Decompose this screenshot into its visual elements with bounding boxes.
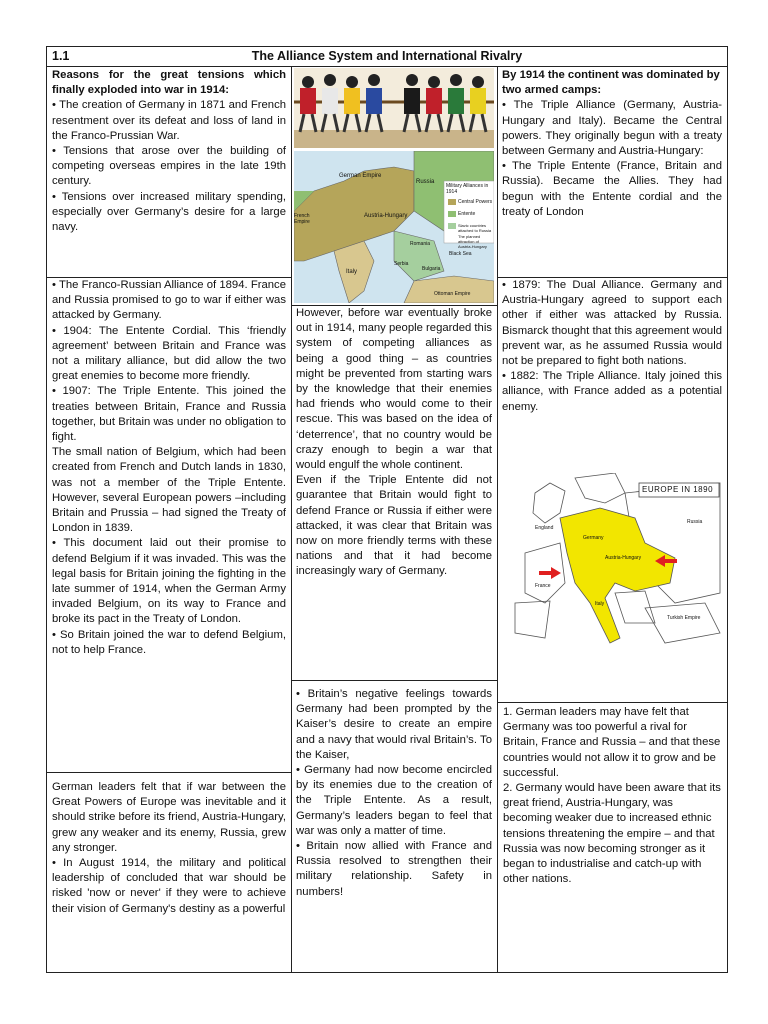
german-motives-cell bbox=[503, 705, 723, 972]
map-legend-item: Entente bbox=[458, 211, 476, 217]
entente-paragraph: • The Franco-Russian Alliance of 1894. France and Russia promised to go to war if either was attacked by Germany. bbox=[52, 279, 286, 322]
map-label: Austria-Hungary bbox=[605, 555, 642, 561]
britain-germany-cell bbox=[296, 687, 492, 972]
map-legend-title: Military Alliances in 1914 bbox=[446, 183, 489, 195]
reason-item: • Tensions over increased military spending, especially over Germany’s desire for a large navy. bbox=[52, 190, 286, 234]
german-leaders-paragraph: • In August 1914, the military and political leadership of concluded that war should be risked 'now or never' if they were to achieve their vision of Germany's destiny as a powerful bbox=[52, 857, 286, 915]
column-divider-left bbox=[291, 67, 292, 973]
belgium-paragraph: • This document laid out their promise to defend Belgium if it was invaded. This was the legal basis for Britain joining the fighting in the late summer of 1914, when the German Army invaded Belgium, on its way to France and broke its pact in the Treaty of London. bbox=[52, 537, 286, 626]
reasons-for-tension-cell bbox=[52, 68, 286, 276]
map-label: Germany bbox=[583, 535, 604, 541]
tug-of-war-cartoon bbox=[294, 68, 494, 148]
row-divider-left-2 bbox=[47, 772, 291, 773]
alliances-1914-map bbox=[294, 151, 494, 303]
britain-germany-paragraph: • Britain’s negative feelings towards Germany had been prompted by the Kaiser’s desire to create an empire and a navy that would rival Britain’s. To the Kaiser, bbox=[296, 688, 492, 761]
map-label: Black Sea bbox=[449, 251, 472, 257]
german-motives-paragraph: 1. German leaders may have felt that Germany was too powerful a rival for Britain, France and Russia – and that these countries would not allow it to grow and be successful. bbox=[503, 706, 721, 779]
belgium-paragraph: The small nation of Belgium, which had been created from French and Dutch lands in 1830, was not a member of the Triple Entente. However, several European powers –including Britain and Prussia – had signed the Treaty of London in 1839. bbox=[52, 446, 286, 535]
deterrence-paragraph: Even if the Triple Entente did not guarantee that Britain would fight to defend France or Russia if either were attacked, it was clear that Britain was now on more friendly terms with these nations and that it had become increasingly wary of Germany. bbox=[296, 474, 492, 578]
map-label: Turkish Empire bbox=[667, 615, 701, 621]
map-label: Italy bbox=[346, 269, 358, 275]
map-legend-item: The planned attraction of Austria-Hungary bbox=[458, 234, 487, 249]
section-number: 1.1 bbox=[52, 49, 70, 63]
map-label: France bbox=[535, 583, 551, 589]
entente-history-cell bbox=[52, 278, 286, 771]
map-label: Serbia bbox=[394, 261, 409, 267]
reason-item: • The creation of Germany in 1871 and French resentment over its defeat and loss of land in the Franco-Prussian War. bbox=[52, 99, 286, 142]
reasons-heading: Reasons for the great tensions which finally exploded into war in 1914: bbox=[52, 69, 286, 97]
britain-germany-paragraph: • Britain now allied with France and Russia resolved to strengthen their military relationship. Safety in numbers! bbox=[296, 840, 492, 898]
entente-paragraph: • 1907: The Triple Entente. This joined the treaties between Britain, France and Russia together, but Britain was under no obligation to fight. bbox=[52, 385, 286, 444]
dual-alliance-paragraph: • 1879: The Dual Alliance. Germany and Austria-Hungary agreed to support each other if either was attacked by Russia. Bismarck thought that this agreement would prevent war, as he assumed Russia would not be prepared to fight both nations. bbox=[502, 279, 722, 368]
map-label: Ottoman Empire bbox=[434, 291, 471, 297]
map-label: Romania bbox=[410, 241, 431, 247]
armed-camps-item: • The Triple Alliance (Germany, Austria-Hungary and Italy). Became the Central powers. They originally begun with a treaty between Germany and Austria-Hungary: bbox=[502, 99, 722, 158]
german-motives-paragraph: 2. Germany would have been aware that its great friend, Austria-Hungary, was becoming weaker due to increased ethnic tensions threatening the empire – and that Russia was now becoming stronger as it began to industrialise and catch-up with other nations. bbox=[503, 782, 721, 886]
dual-alliance-paragraph: • 1882: The Triple Alliance. Italy joined this alliance, with France added as a potential enemy. bbox=[502, 370, 722, 413]
page-title: The Alliance System and International Rivalry bbox=[251, 49, 523, 63]
map-label: Russia bbox=[687, 519, 703, 525]
map-title: EUROPE IN 1890 bbox=[642, 485, 714, 494]
map-label: Italy bbox=[595, 601, 605, 607]
map-label: Austria-Hungary bbox=[364, 213, 408, 219]
britain-germany-paragraph: • Germany had now become encircled by its enemies due to the creation of the Triple Entente. As a result, Germany’s leaders began to feel that war was only a matter of time. bbox=[296, 764, 492, 837]
row-divider-middle-2 bbox=[291, 680, 497, 681]
map-legend-item: Slavic countries attached to Russia bbox=[458, 223, 492, 233]
armed-camps-item: • The Triple Entente (France, Britain and Russia). Became the Allies. They had begun with the Entente cordial and the treaty of London bbox=[502, 160, 722, 218]
map-legend-item: Central Powers bbox=[458, 199, 493, 205]
deterrence-paragraph: However, before war eventually broke out in 1914, many people regarded this system of competing alliances as being a good thing – as countries might be prevented from starting wars by the knowledge that their enemies had friends who would come to their rescue. This was based on the idea of ‘deterrence’, that no country would be crazy enough to begin a war that would engulf the whole continent. bbox=[296, 307, 492, 472]
map-label: Bulgaria bbox=[422, 266, 441, 272]
map-label: Russia bbox=[416, 179, 435, 185]
map-label: German Empire bbox=[339, 173, 382, 179]
reason-item: • Tensions that arose over the building of competing overseas empires in the late 19th century. bbox=[52, 145, 286, 188]
map-label: England bbox=[535, 525, 554, 531]
german-leaders-cell bbox=[52, 780, 286, 972]
deterrence-cell bbox=[296, 306, 492, 679]
column-divider-right bbox=[497, 67, 498, 973]
europe-1890-map bbox=[505, 473, 725, 653]
entente-paragraph: • 1904: The Entente Cordial. This ‘friendly agreement’ between Britain and France was not a military alliance, but did allow the two great enemies to become more friendly. bbox=[52, 324, 286, 383]
armed-camps-cell bbox=[502, 68, 722, 276]
belgium-paragraph: • So Britain joined the war to defend Belgium, not to help France. bbox=[52, 628, 286, 656]
row-divider-right-2 bbox=[497, 702, 727, 703]
german-leaders-paragraph: German leaders felt that if war between the Great Powers of Europe was inevitable and it should strike before its friend, Austria-Hungary, grew any weaker and its enemy, Russia, grew any stronger. bbox=[52, 781, 286, 854]
header-row bbox=[47, 47, 727, 67]
worksheet-page bbox=[46, 46, 728, 973]
map-label: French Empire bbox=[294, 213, 310, 225]
dual-alliance-cell bbox=[502, 278, 722, 458]
armed-camps-heading: By 1914 the continent was dominated by two armed camps: bbox=[502, 69, 720, 97]
